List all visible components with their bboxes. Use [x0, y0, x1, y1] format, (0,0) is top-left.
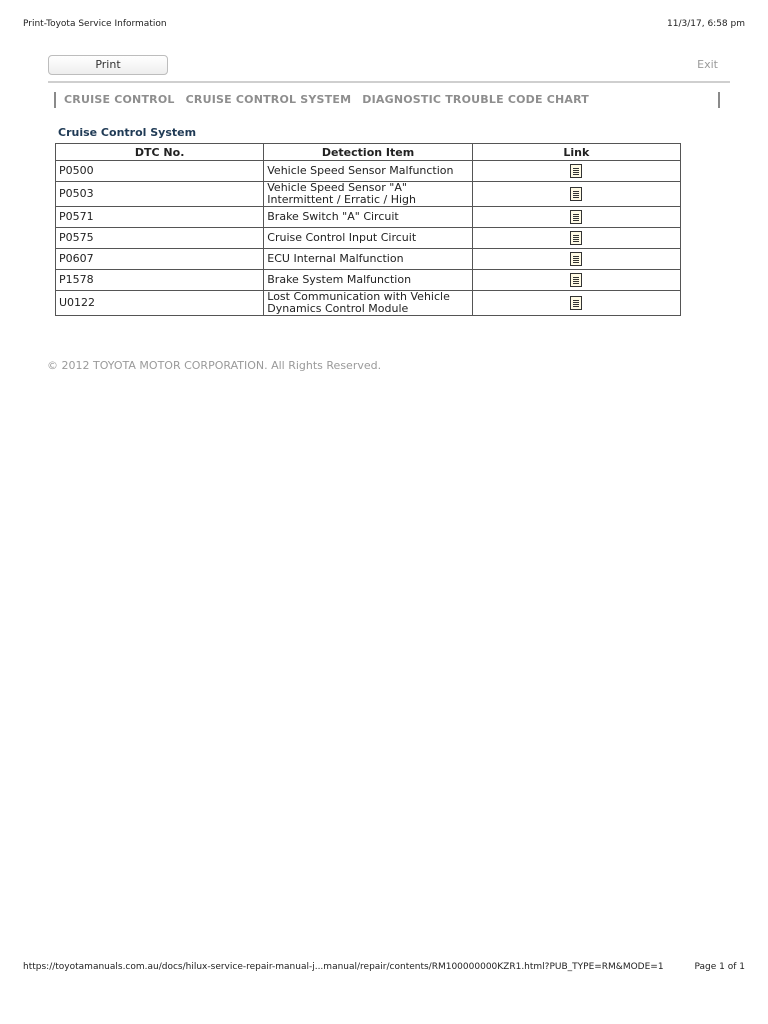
- breadcrumb-item: CRUISE CONTROL: [64, 93, 175, 106]
- document-icon[interactable]: [570, 210, 582, 224]
- link-cell: [472, 161, 680, 182]
- print-button[interactable]: Print: [48, 55, 168, 75]
- link-cell: [472, 249, 680, 270]
- table-row: [56, 182, 681, 207]
- link-cell: [472, 270, 680, 291]
- document-icon[interactable]: [570, 164, 582, 178]
- document-icon[interactable]: [570, 296, 582, 310]
- print-footer-page: Page 1 of 1: [694, 962, 745, 972]
- column-header-detection-item: Detection Item: [264, 144, 472, 161]
- detection-item: Vehicle Speed Sensor Malfunction: [264, 161, 472, 182]
- column-header-dtc: DTC No.: [56, 144, 264, 161]
- detection-item: Brake Switch "A" Circuit: [264, 207, 472, 228]
- dtc-table: [55, 143, 681, 316]
- table-row: [56, 161, 681, 182]
- dtc-code: P0607: [56, 249, 264, 270]
- document-icon[interactable]: [570, 231, 582, 245]
- column-header-link: Link: [472, 144, 680, 161]
- copyright-notice: © 2012 TOYOTA MOTOR CORPORATION. All Rights Reserved.: [47, 359, 382, 372]
- breadcrumb-bar: [54, 92, 720, 108]
- table-row: [56, 270, 681, 291]
- link-cell: [472, 207, 680, 228]
- detection-item: Vehicle Speed Sensor "A" Intermittent / Erratic / High: [264, 182, 472, 207]
- toolbar: [48, 55, 728, 81]
- breadcrumb-item: CRUISE CONTROL SYSTEM: [185, 93, 352, 106]
- table-header-row: [56, 144, 681, 161]
- document-icon[interactable]: [570, 187, 582, 201]
- detection-item: Cruise Control Input Circuit: [264, 228, 472, 249]
- detection-item: Brake System Malfunction: [264, 270, 472, 291]
- dtc-code: P0575: [56, 228, 264, 249]
- table-row: [56, 228, 681, 249]
- print-header: [23, 19, 745, 29]
- dtc-code: P0500: [56, 161, 264, 182]
- toolbar-divider: [48, 81, 730, 83]
- document-icon[interactable]: [570, 273, 582, 287]
- exit-link[interactable]: Exit: [697, 58, 718, 71]
- detection-item: Lost Communication with Vehicle Dynamics Control Module: [264, 291, 472, 316]
- print-footer-url: https://toyotamanuals.com.au/docs/hilux-service-repair-manual-j...manual/repair/contents/RM100000000KZR1.html?PUB_TYPE=RM&MODE=1: [23, 962, 664, 972]
- print-header-title: Print-Toyota Service Information: [23, 19, 167, 29]
- link-cell: [472, 228, 680, 249]
- link-cell: [472, 182, 680, 207]
- dtc-code: P0571: [56, 207, 264, 228]
- document-icon[interactable]: [570, 252, 582, 266]
- dtc-code: P0503: [56, 182, 264, 207]
- breadcrumb-item: DIAGNOSTIC TROUBLE CODE CHART: [362, 93, 589, 106]
- breadcrumb: [64, 93, 596, 106]
- print-header-datetime: 11/3/17, 6:58 pm: [667, 19, 745, 29]
- dtc-code: P1578: [56, 270, 264, 291]
- section-title: Cruise Control System: [58, 126, 197, 139]
- detection-item: ECU Internal Malfunction: [264, 249, 472, 270]
- print-footer: [23, 962, 745, 972]
- table-row: [56, 249, 681, 270]
- table-row: [56, 291, 681, 316]
- dtc-code: U0122: [56, 291, 264, 316]
- link-cell: [472, 291, 680, 316]
- table-row: [56, 207, 681, 228]
